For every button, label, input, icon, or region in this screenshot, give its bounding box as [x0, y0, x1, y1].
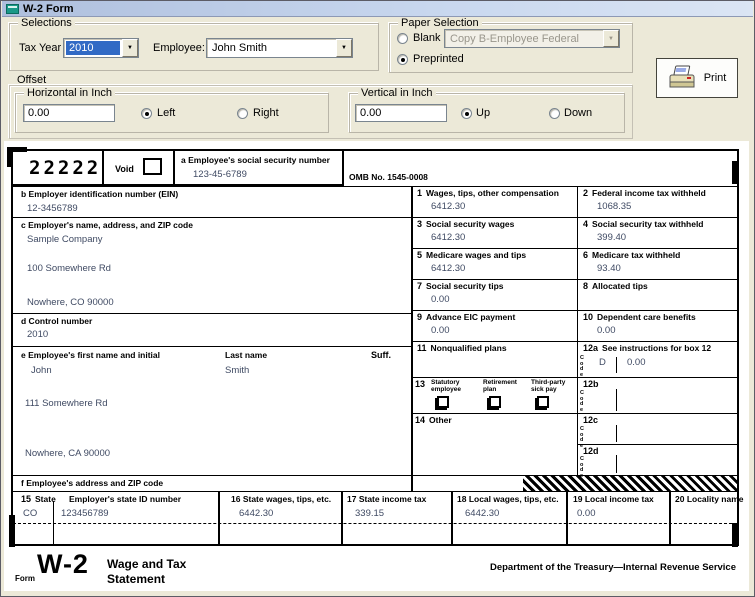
box-4-value: 399.40 — [597, 232, 627, 243]
box-5-value: 6412.30 — [431, 263, 466, 274]
box-1-value: 6412.30 — [431, 201, 466, 212]
up-radio[interactable] — [461, 108, 472, 119]
employee-last-name: Smith — [225, 365, 250, 376]
registration-mark — [732, 161, 738, 184]
box-a-value: 123-45-6789 — [193, 169, 247, 180]
box-14-num: 14 — [415, 415, 426, 425]
box-19-label: 19 Local income tax — [573, 494, 654, 504]
up-label: Up — [476, 107, 491, 119]
registration-mark — [732, 523, 738, 547]
footer-department: Department of the Treasury—Internal Revenue Service — [489, 562, 736, 573]
box-12c-num: 12c — [583, 415, 599, 425]
box-9-value: 0.00 — [431, 325, 450, 336]
left-label: Left — [157, 107, 176, 119]
box-1-num: 1 — [417, 188, 423, 198]
right-radio[interactable] — [237, 108, 248, 119]
footer-title-line1: Wage and Tax — [107, 557, 187, 571]
box-12a-value: 0.00 — [627, 357, 646, 368]
box-12a-label: See instructions for box 12 — [602, 343, 712, 353]
box-6-value: 93.40 — [597, 263, 621, 274]
employee-city: Nowhere, CA 90000 — [25, 448, 111, 459]
copy-type-dropdown-arrow-icon[interactable]: ▼ — [603, 30, 619, 47]
box-17-label: 17 State income tax — [347, 494, 427, 504]
employer-name: Sample Company — [27, 234, 103, 245]
box-11-num: 11 — [417, 343, 427, 353]
box-13-num: 13 — [415, 379, 426, 389]
box-13-thirdparty-label: Third-party sick pay — [531, 379, 566, 393]
tax-year-value: 2010 — [66, 41, 120, 55]
horizontal-offset-input[interactable] — [23, 104, 115, 122]
omb-number: OMB No. 1545-0008 — [349, 172, 428, 182]
box-20-label: 20 Locality name — [675, 494, 744, 504]
footer-title-line2: Statement — [107, 572, 166, 586]
form-code-22222: 22222 — [29, 157, 102, 179]
employee-dropdown-arrow-icon[interactable]: ▼ — [336, 39, 352, 57]
preprinted-label: Preprinted — [413, 53, 464, 65]
box-d-value: 2010 — [27, 329, 49, 340]
print-button[interactable] — [656, 58, 738, 98]
box-18-label: 18 Local wages, tips, etc. — [457, 494, 559, 504]
box-14-label: Other — [429, 415, 452, 425]
down-label: Down — [564, 107, 593, 119]
box-12b-code-word: Code — [580, 390, 584, 413]
footer-w2: W-2 — [37, 549, 89, 579]
registration-mark — [7, 147, 12, 167]
box-8-num: 8 — [583, 281, 589, 291]
suffix-label: Suff. — [371, 350, 391, 360]
box-5-label: Medicare wages and tips — [426, 250, 527, 260]
box-16-label: 16 State wages, tips, etc. — [231, 494, 332, 504]
state-id-value: 123456789 — [61, 508, 109, 519]
employer-city: Nowhere, CO 90000 — [27, 297, 114, 308]
box-7-label: Social security tips — [426, 281, 504, 291]
window-title: W-2 Form — [23, 2, 74, 15]
paper-selection-legend: Paper Selection — [398, 17, 482, 29]
last-name-label: Last name — [225, 350, 268, 360]
local-wages-value: 6442.30 — [465, 508, 500, 519]
box-5-num: 5 — [417, 250, 423, 260]
box-12b-num: 12b — [583, 379, 599, 389]
employee-value: John Smith — [212, 42, 268, 54]
title-bar — [2, 1, 753, 17]
box-6-num: 6 — [583, 250, 589, 260]
down-radio[interactable] — [549, 108, 560, 119]
employee-street: 111 Somewhere Rd — [25, 398, 108, 409]
third-party-sick-pay-checkbox — [537, 396, 549, 408]
box-8-label: Allocated tips — [592, 281, 648, 291]
w2-form-preview — [11, 149, 744, 546]
employee-combobox[interactable] — [206, 38, 353, 58]
box-13-retirement-label: Retirement plan — [483, 379, 517, 393]
print-button-label: Print — [703, 72, 727, 84]
right-label: Right — [253, 107, 279, 119]
preprinted-radio[interactable] — [397, 54, 408, 65]
state-value: CO — [23, 508, 38, 519]
box-3-num: 3 — [417, 219, 423, 229]
left-radio[interactable] — [141, 108, 152, 119]
box-4-label: Social security tax withheld — [592, 219, 704, 229]
box-3-value: 6412.30 — [431, 232, 466, 243]
state-wages-value: 6442.30 — [239, 508, 274, 519]
box-1-label: Wages, tips, other compensation — [426, 188, 559, 198]
retirement-plan-checkbox — [489, 396, 501, 408]
employee-label: Employee: — [153, 42, 205, 54]
void-label: Void — [115, 164, 134, 174]
employee-first-name: John — [31, 365, 52, 376]
copy-type-value: Copy B-Employee Federal — [450, 32, 580, 45]
box-2-label: Federal income tax withheld — [592, 188, 706, 198]
box-12a-num: 12a — [583, 343, 599, 353]
box-7-value: 0.00 — [431, 294, 450, 305]
offset-label: Offset — [17, 74, 47, 86]
vertical-offset-input[interactable] — [355, 104, 447, 122]
box-b-label: b Employer identification number (EIN) — [21, 189, 179, 199]
box-13-statutory-label: Statutory employee — [431, 379, 461, 393]
void-checkbox — [143, 158, 162, 175]
box-f-label: f Employee's address and ZIP code — [21, 478, 164, 488]
box-11-label: Nonqualified plans — [430, 343, 507, 353]
box-9-num: 9 — [417, 312, 423, 322]
box-e-label: e Employee's first name and initial — [21, 350, 161, 360]
state-income-tax-value: 339.15 — [355, 508, 385, 519]
box-7-num: 7 — [417, 281, 423, 291]
copy-type-combobox[interactable] — [444, 29, 620, 48]
box-10-num: 10 — [583, 312, 594, 322]
box-c-label: c Employer's name, address, and ZIP code — [21, 220, 193, 230]
selections-legend: Selections — [18, 17, 75, 29]
box-9-label: Advance EIC payment — [426, 312, 516, 322]
box-a-label: a Employee's social security number — [181, 155, 330, 165]
tax-year-label: Tax Year — [19, 42, 62, 54]
printer-icon — [668, 65, 698, 91]
statutory-employee-checkbox — [437, 396, 449, 408]
local-income-tax-value: 0.00 — [577, 508, 596, 519]
registration-mark — [9, 515, 15, 547]
box-d-label: d Control number — [21, 316, 93, 326]
footer-form-word: Form — [15, 574, 35, 583]
box-12d-code-word: Code — [580, 456, 584, 479]
box-12c-code-word: Code — [580, 426, 584, 449]
box-3-label: Social security wages — [426, 219, 515, 229]
employer-street: 100 Somewhere Rd — [27, 263, 111, 274]
box-12d-num: 12d — [583, 446, 599, 456]
box-4-num: 4 — [583, 219, 589, 229]
box-2-value: 1068.35 — [597, 201, 632, 212]
box-10-value: 0.00 — [597, 325, 616, 336]
tax-year-combobox[interactable] — [63, 38, 139, 58]
box-15-num: 15 — [21, 494, 32, 504]
app-icon — [6, 4, 19, 14]
box-6-label: Medicare tax withheld — [592, 250, 681, 260]
state-id-label: Employer's state ID number — [69, 494, 182, 504]
box-2-num: 2 — [583, 188, 589, 198]
box-10-label: Dependent care benefits — [597, 312, 696, 322]
blank-label: Blank — [413, 32, 441, 44]
blank-radio[interactable] — [397, 33, 408, 44]
box-b-value: 12-3456789 — [27, 203, 78, 214]
vertical-offset-legend: Vertical in Inch — [358, 87, 436, 99]
box-15-label: State — [35, 494, 56, 504]
box-12a-code-word: Code — [580, 355, 584, 378]
horizontal-offset-legend: Horizontal in Inch — [24, 87, 115, 99]
hatched-area — [523, 476, 737, 491]
tax-year-dropdown-arrow-icon[interactable]: ▼ — [122, 39, 138, 57]
box-12a-code: D — [599, 357, 606, 368]
